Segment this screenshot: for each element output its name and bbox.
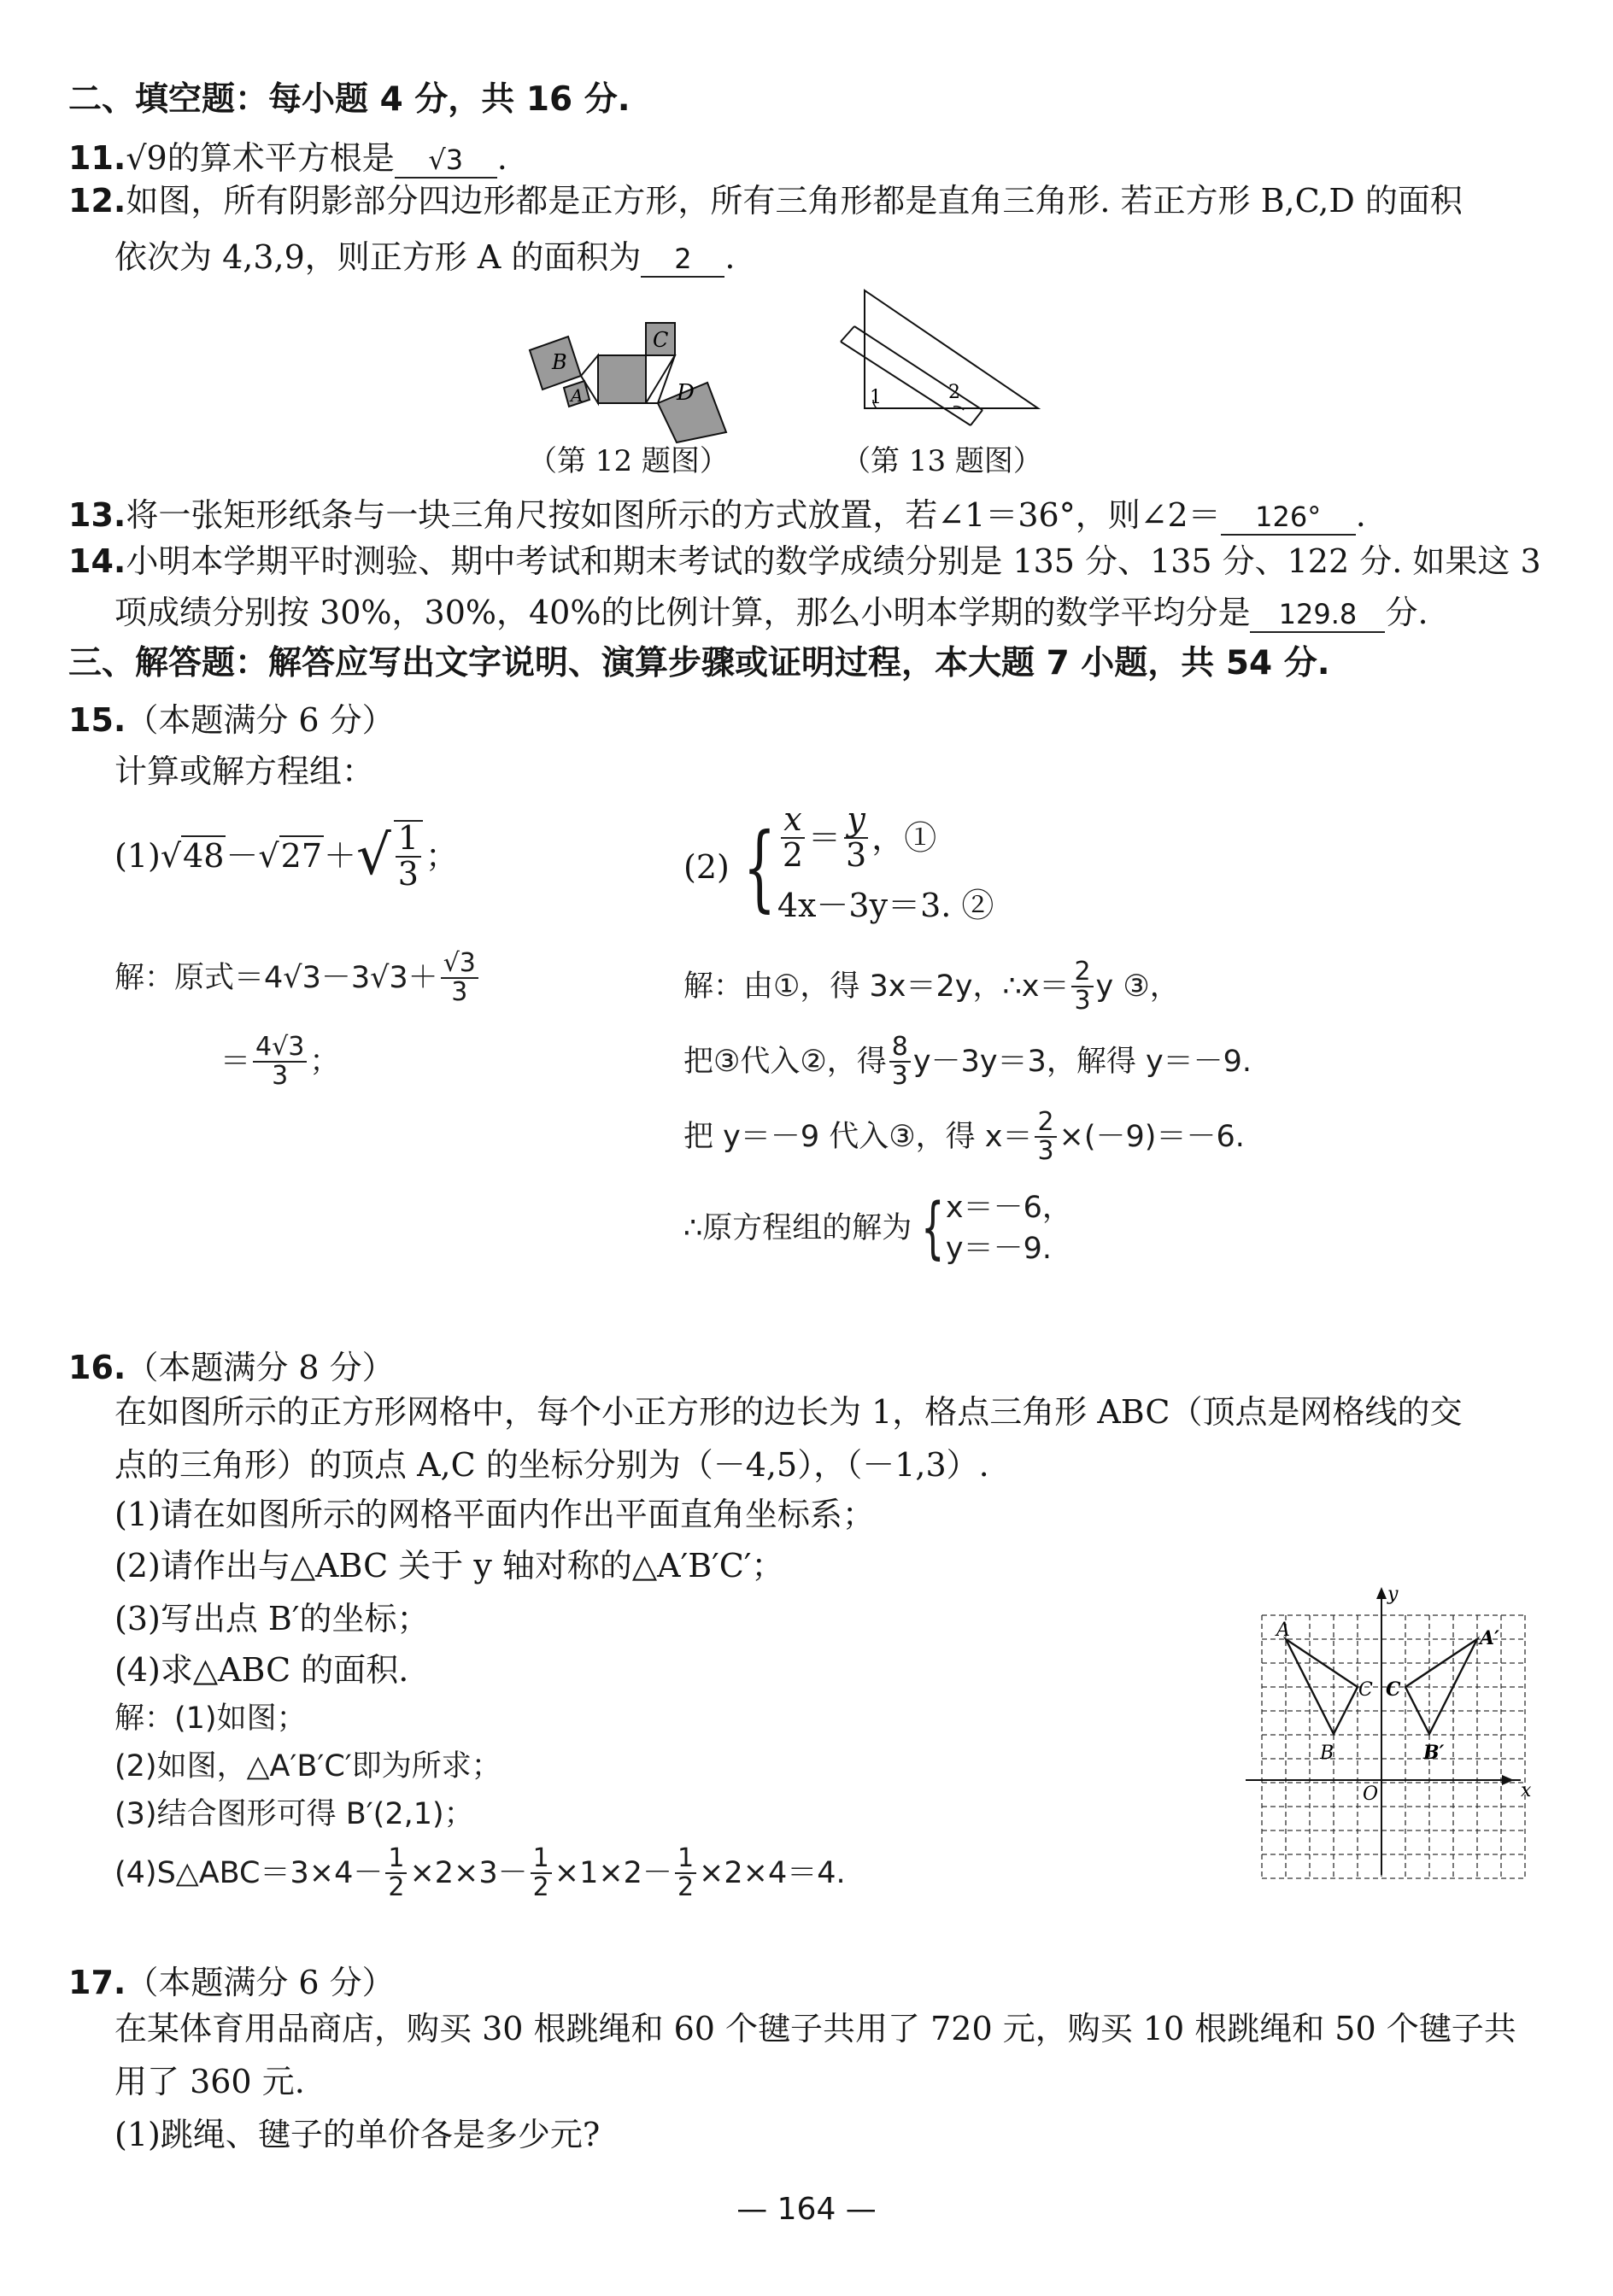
fraction: $\frac{8}{3}$	[889, 1034, 911, 1089]
question-16-header	[68, 1346, 395, 1389]
point-c2-label: C	[1386, 1678, 1401, 1701]
solution-15-1-line2	[220, 1034, 339, 1089]
solution-text: 把 y＝－9 代入③，得 x＝	[683, 1119, 1033, 1154]
fig12-label-d: D	[677, 380, 695, 406]
question-text: 项成绩分别按 30%，30%，40%的比例计算，那么小明本学期的数学平均分是	[114, 594, 1251, 631]
system-lines	[777, 800, 994, 931]
radicand: 27	[280, 836, 322, 875]
solution-y: y＝－9.	[945, 1232, 1053, 1266]
solution-text: ×2×4＝4.	[699, 1855, 846, 1890]
paper-strip	[841, 326, 982, 425]
equation-2: 4x－3y＝3. ②	[777, 886, 994, 924]
solution-x: x＝－6，	[945, 1191, 1072, 1225]
section3-title: 三、解答题：解答应写出文字说明、演算步骤或证明过程，本大题 7 小题，共 54 分.	[68, 644, 1330, 682]
point-b2-label: B′	[1423, 1742, 1445, 1764]
question-15-prompt: 计算或解方程组：	[114, 753, 375, 790]
operator: ＝	[220, 1044, 251, 1079]
fraction: $\frac{x}{2}$	[782, 800, 804, 874]
figure-12-caption: （第 12 题图）	[528, 444, 729, 478]
question-number: 16.	[68, 1349, 126, 1386]
question-15-part1	[114, 820, 458, 892]
figure-13-caption: （第 13 题图）	[842, 444, 1042, 478]
question-11	[68, 137, 507, 179]
question-text: 小明本学期平时测验、期中考试和期末考试的数学成绩分别是 135 分、135 分、122 分. 如果这 3	[126, 542, 1541, 580]
y-axis-label: y	[1387, 1584, 1399, 1605]
question-16-part3: (3)写出点 B′的坐标；	[114, 1600, 430, 1637]
question-text: 依次为 4,3,9，则正方形 A 的面积为	[114, 238, 642, 276]
sqrt-sign: √	[356, 823, 391, 887]
question-punct: .	[724, 238, 736, 276]
question-punct: .	[1355, 496, 1366, 534]
point-a-label: A	[1276, 1620, 1290, 1641]
operator: ＋	[324, 836, 357, 875]
question-15-header	[68, 699, 395, 741]
sqrt-expression: √48	[160, 836, 225, 875]
radicand: 48	[183, 836, 225, 875]
solution-15-2-line3	[683, 1109, 1245, 1164]
question-16-part1: (1)请在如图所示的网格平面内作出平面直角坐标系；	[114, 1496, 875, 1533]
question-text: 将一张矩形纸条与一块三角尺按如图所示的方式放置，若∠1＝36°，则∠2＝	[126, 496, 1221, 534]
solution-16-2: (2)如图，△A′B′C′即为所求；	[114, 1749, 501, 1784]
question-14	[68, 540, 1541, 583]
question-14-line2	[114, 591, 1428, 634]
question-number: 17.	[68, 1964, 126, 2001]
operator: －	[226, 836, 259, 875]
operator: ＝	[808, 818, 842, 857]
solution-15-2-line4	[683, 1187, 1072, 1269]
solution-text: ×(－9)＝－6.	[1059, 1119, 1245, 1154]
question-15-part2	[683, 800, 994, 931]
fig13-label-2: 2	[948, 382, 960, 403]
fig12-label-c: C	[653, 328, 669, 352]
answer-blank: 129.8	[1250, 597, 1385, 633]
section2-title: 二、填空题：每小题 4 分，共 16 分.	[68, 80, 631, 119]
question-12-line2	[114, 236, 735, 278]
system-brace: {	[921, 1190, 945, 1267]
question-score: （本题满分 6 分）	[126, 701, 395, 739]
fraction: $\frac{2}{3}$	[1071, 958, 1093, 1014]
question-number: 13.	[68, 496, 126, 534]
solution-text: 解：原式＝4√3－3√3＋	[114, 960, 438, 995]
solution-16-3: (3)结合图形可得 B′(2,1)；	[114, 1797, 474, 1831]
question-text: √9的算术平方根是	[126, 139, 395, 177]
question-12	[68, 179, 1463, 222]
fraction: $\frac{1}{3}$	[394, 820, 423, 892]
question-text: 如图，所有阴影部分四边形都是正方形，所有三角形都是直角三角形. 若正方形 B,C,D 的面积	[126, 182, 1463, 220]
fig12-label-b: B	[552, 350, 567, 374]
figure-16-grid	[1239, 1584, 1532, 1875]
question-16-part2: (2)请作出与△ABC 关于 y 轴对称的△A′B′C′；	[114, 1547, 784, 1584]
part-label: (1)	[114, 836, 161, 875]
equation-1	[777, 800, 994, 874]
solution-text: 解：由①，得 3x＝2y，∴x＝	[683, 969, 1070, 1004]
part-label: (2)	[683, 847, 730, 886]
solution-16-1: 解：(1)如图；	[114, 1702, 307, 1736]
answer-blank: 126°	[1221, 500, 1356, 536]
question-number: 15.	[68, 701, 126, 739]
question-17-header	[68, 1961, 395, 2004]
question-punct: ；	[425, 836, 458, 875]
question-score: （本题满分 8 分）	[126, 1349, 395, 1386]
point-a2-label: A′	[1480, 1627, 1499, 1649]
question-16-part4: (4)求△ABC 的面积.	[114, 1651, 409, 1689]
origin-label: O	[1363, 1784, 1379, 1805]
question-punct: .	[496, 139, 507, 177]
solution-text: ×1×2－	[554, 1855, 672, 1890]
solution-text: ∴原方程组的解为	[683, 1211, 912, 1245]
fig12-label-a: A	[571, 385, 584, 406]
question-punct: 分.	[1385, 594, 1428, 631]
answer-blank: √3	[395, 143, 497, 179]
question-13	[68, 494, 1366, 536]
system-brace: {	[742, 811, 777, 922]
fraction: $\frac{1}{2}$	[675, 1845, 696, 1901]
fraction: $\frac{1}{2}$	[385, 1845, 407, 1901]
solution-punct: ；	[309, 1044, 340, 1079]
solution-system	[946, 1187, 1072, 1269]
solution-15-2-line1	[683, 958, 1180, 1014]
figure-13-diagram	[820, 282, 1051, 436]
equation-mark: ，①	[871, 818, 937, 857]
question-number: 14.	[68, 542, 126, 580]
x-axis-arrow	[1502, 1775, 1514, 1785]
answer-blank: 2	[641, 242, 724, 278]
question-17-line1: 在某体育用品商店，购买 30 根跳绳和 60 个毽子共用了 720 元，购买 10 根跳绳和 50 个毽子共	[114, 2010, 1516, 2047]
solution-15-2-line2	[683, 1034, 1252, 1089]
fraction: $\frac{4√3}{3}$	[253, 1034, 307, 1089]
question-number: 12.	[68, 182, 126, 220]
sqrt-expression: √27	[258, 836, 322, 875]
question-16-line1: 在如图所示的正方形网格中，每个小正方形的边长为 1，格点三角形 ABC（顶点是网格线的交	[114, 1393, 1463, 1431]
solution-15-1-line1	[114, 950, 481, 1005]
question-17-line2: 用了 360 元.	[114, 2063, 305, 2100]
solution-16-4	[114, 1845, 846, 1901]
question-17-part1: (1)跳绳、毽子的单价各是多少元?	[114, 2116, 601, 2153]
fraction: $\frac{√3}{3}$	[441, 950, 478, 1005]
question-score: （本题满分 6 分）	[126, 1964, 395, 2001]
solution-text: y－3y＝3，解得 y＝－9.	[912, 1044, 1252, 1079]
x-axis-label: x	[1521, 1780, 1532, 1801]
fraction: $\frac{2}{3}$	[1035, 1109, 1056, 1164]
fraction: $\frac{1}{2}$	[531, 1845, 552, 1901]
question-number: 11.	[68, 139, 126, 177]
point-c-label: C	[1358, 1679, 1373, 1701]
solution-text: (4)S△ABC＝3×4－	[114, 1855, 384, 1890]
solution-text: ×2×3－	[409, 1855, 528, 1890]
question-16-line2: 点的三角形）的顶点 A,C 的坐标分别为（－4,5），（－1,3）.	[114, 1446, 989, 1484]
point-b-label: B	[1320, 1742, 1334, 1764]
solution-text: 把③代入②，得	[683, 1044, 887, 1079]
solution-text: y ③，	[1095, 969, 1180, 1004]
fraction: $\frac{y}{3}$	[846, 800, 867, 874]
fig13-label-1: 1	[870, 387, 882, 408]
page-number: — 164 —	[736, 2192, 877, 2227]
figure-12-diagram	[521, 308, 812, 444]
y-axis-arrow	[1376, 1587, 1387, 1599]
grid-lines	[1262, 1615, 1525, 1878]
square-center	[598, 355, 646, 403]
